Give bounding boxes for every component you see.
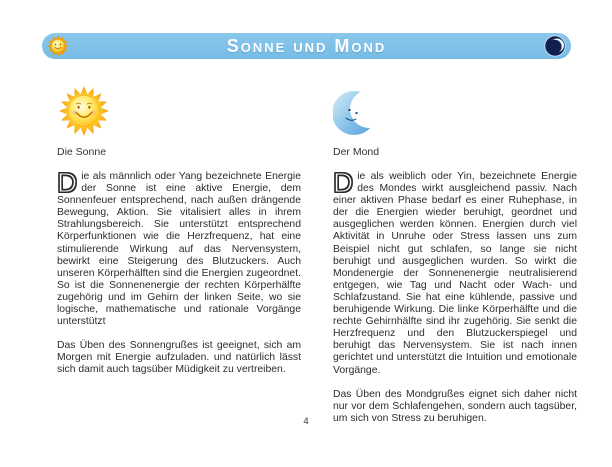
sun-caption: Die Sonne <box>57 146 107 158</box>
page-title: Sonne und Mond <box>226 35 387 56</box>
moon-caption: Der Mond <box>333 146 380 158</box>
moon-paragraph-1-text: ie als weiblich oder Yin, bezeichnete Energie des Mondes wirkt ausgleichend passiv. Nach einer aktiven Phase bedarf es einer Ruhephase, in der die Energien wieder beruhigt, geordnet und ausgeglichen werden können. Energien durch viel Aktivität in Unruhe oder Stress lassen uns zum Beispiel nicht gut schlafen, so lange sie nicht beruhigt und ausgeglichen wurden. So wirkt die Mondenergie der Sonnenenergie neutralisierend entgegen, wie Tag und Nacht oder Wach- und Schlafzustand. Sie hat eine kühlende, passive und beruhigende Wirkung. Die linke Körperhälfte und die rechte Gehirnhälfte sind ihr zugehörig. Sie senkt die Herzfrequenz und den Blutzuckerspiegel und beruhigt das Nervensystem. Sie ist nach innen gerichtet und unterstützt die Intuition und emotionale Vorgänge. <box>333 171 577 376</box>
sun-paragraph-1 <box>57 167 301 328</box>
moon-paragraph-1 <box>333 167 577 377</box>
sun-paragraph-1-text: ie als männlich oder Yang bezeichnete Energie der Sonne ist eine aktive Energie, dem Sonnenfeuer entsprechend, nach außen drängende Bewegung, Aktion. Sie vitalisiert alles in ihrem Strahlungsbereich. Sie unterstützt entsprechend Körperfunktionen wie die Herzfrequenz, hat eine stimulierende Wirkung auf das Nervensystem, bewirkt eine Steigerung des Blutzuckers. Auch unseren Körperhälften sind die Energien zugeordnet. So ist die Sonnenenergie der rechten Körperhälfte zugehörig und im Gehirn der linken Seite, wo sie logische, mathematische und rationale Vorgänge unterstützt <box>57 171 301 328</box>
sun-column <box>57 84 301 377</box>
moon-column <box>333 84 577 425</box>
moon-dropcap: D <box>333 167 354 198</box>
sun-paragraph-2: Das Üben des Sonnengrußes ist geeignet, sich am Morgen mit Energie aufzuladen. und natürlich lässt sich damit auch tagsüber Müdigkeit zu vertreiben. <box>57 340 301 376</box>
sun-icon <box>57 84 301 142</box>
title-bar <box>42 33 571 59</box>
header-sun-icon <box>46 34 70 58</box>
header-moon-icon <box>543 34 567 58</box>
moon-icon <box>333 84 577 142</box>
moon-paragraph-2: Das Üben des Mondgrußes eignet sich daher nicht nur vor dem Schlafengehen, sondern auch tagsüber, um sich von Stress zu beruhigen. <box>333 388 577 424</box>
sun-dropcap: D <box>57 167 78 198</box>
page-number: 4 <box>303 416 309 427</box>
